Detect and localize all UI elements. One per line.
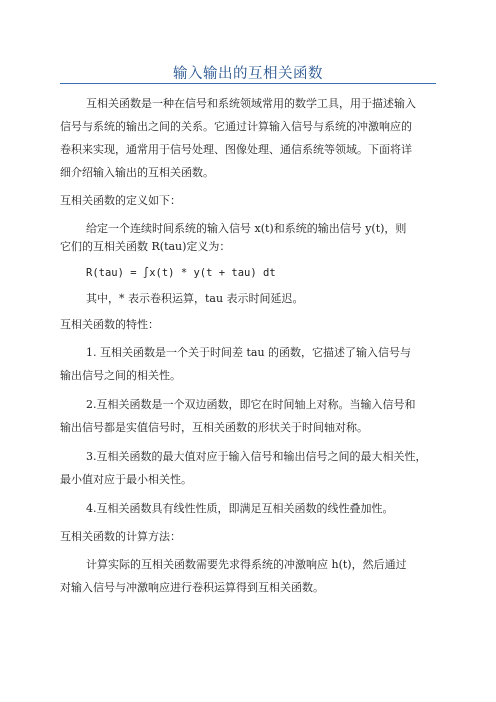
method-heading: 互相关函数的计算方法： xyxy=(60,530,181,543)
properties-heading: 互相关函数的特性： xyxy=(60,318,159,331)
intro-line: 互相关函数是一种在信号和系统领域常用的数学工具，用于描述输入 xyxy=(86,97,416,110)
method-line: 计算实际的互相关函数需要先求得系统的冲激响应 h(t)，然后通过 xyxy=(86,558,407,571)
method-line: 对输入信号与冲激响应进行卷积运算得到互相关函数。 xyxy=(60,581,324,594)
property-item: 输出信号都是实值信号时，互相关函数的形状关于时间轴对称。 xyxy=(60,421,368,434)
intro-line: 信号与系统的输出之间的关系。它通过计算输入信号与系统的冲激响应的 xyxy=(60,120,412,133)
definition-heading: 互相关函数的定义如下： xyxy=(60,194,181,207)
property-item: 3.互相关函数的最大值对应于输入信号和输出信号之间的最大相关性， xyxy=(86,450,427,463)
property-item: 2.互相关函数是一个双边函数，即它在时间轴上对称。当输入信号和 xyxy=(86,398,416,411)
document-title: 输入输出的互相关函数 xyxy=(173,66,323,82)
intro-line: 细介绍输入输出的互相关函数。 xyxy=(60,166,214,179)
property-item: 4.互相关函数具有线性性质，即满足互相关函数的线性叠加性。 xyxy=(86,502,394,515)
property-item: 1. 互相关函数是一个关于时间差 tau 的函数，它描述了输入信号与 xyxy=(86,346,412,359)
definition-line: 给定一个连续时间系统的输入信号 x(t)和系统的输出信号 y(t)，则 xyxy=(86,222,407,235)
intro-line: 卷积来实现，通常用于信号处理、图像处理、通信系统等领域。下面将详 xyxy=(60,143,412,156)
definition-line: 它们的互相关函数 R(tau)定义为： xyxy=(60,240,231,253)
property-item: 最小值对应于最小相关性。 xyxy=(60,473,192,486)
formula-note: 其中，* 表示卷积运算，tau 表示时间延迟。 xyxy=(86,292,304,305)
property-item: 输出信号之间的相关性。 xyxy=(60,369,181,382)
formula: R(tau) = ∫x(t) * y(t + tau) dt xyxy=(86,267,276,279)
title-underline xyxy=(60,83,436,84)
